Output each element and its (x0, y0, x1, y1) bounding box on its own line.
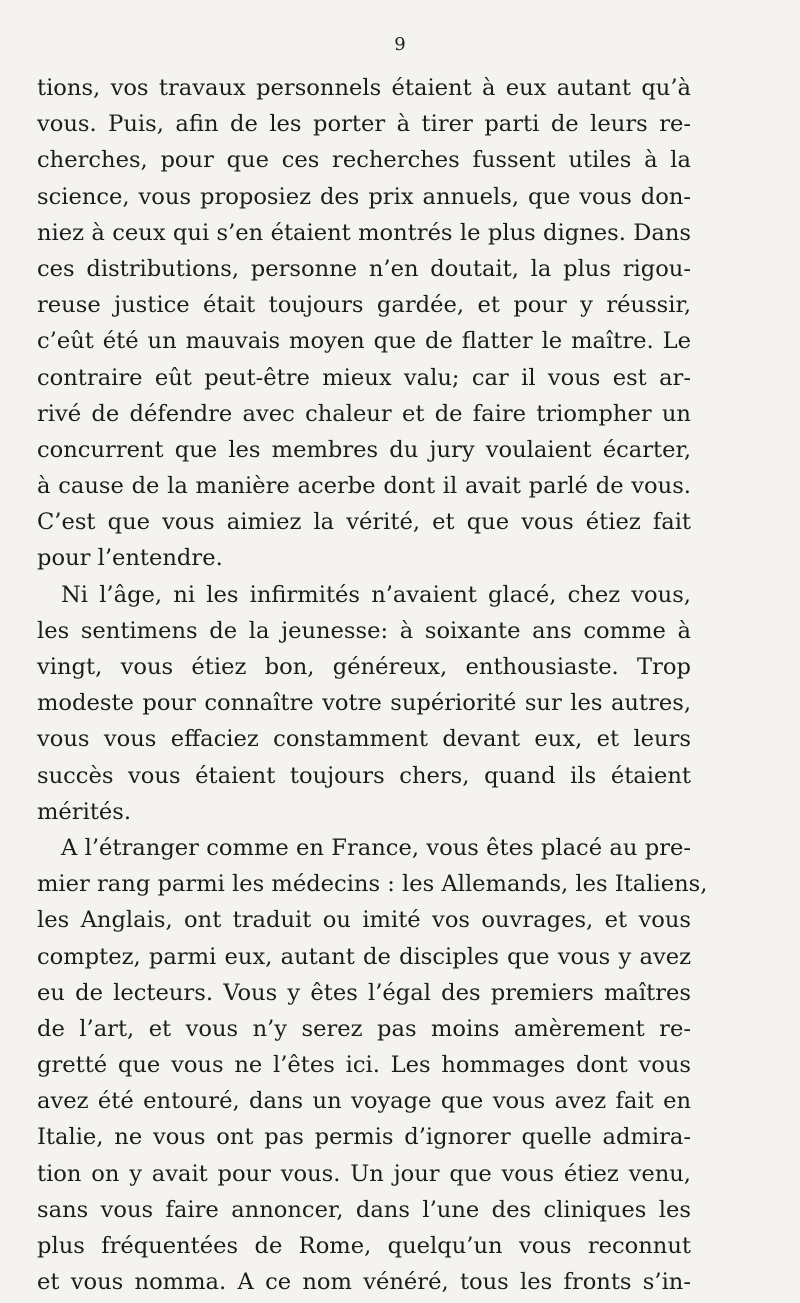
text-line: pour l’entendre. (37, 545, 223, 572)
text-line: reuse justice était toujours gardée, et pour y réussir, (37, 292, 691, 319)
text-line: concurrent que les membres du jury voulaient écarter, (37, 436, 691, 463)
text-line: vous vous effaciez constamment devant eux, et leurs (37, 726, 691, 753)
text-line: Italie, ne vous ont pas permis d’ignorer quelle admira- (37, 1124, 691, 1151)
text-line: succès vous étaient toujours chers, quand ils étaient (37, 762, 691, 789)
text-line: tions, vos travaux personnels étaient à eux autant qu’à (37, 75, 691, 101)
text-line: C’est que vous aimiez la vérité, et que vous étiez fait (37, 509, 691, 536)
text-line: Ni l’âge, ni les infirmités n’avaient glacé, chez vous, (61, 581, 691, 608)
page-number: 9 (394, 34, 406, 55)
text-line: tion on y avait pour vous. Un jour que vous étiez venu, (37, 1160, 691, 1187)
text-line: de l’art, et vous n’y serez pas moins amèrement re- (37, 1015, 691, 1042)
text-line: les sentimens de la jeunesse: à soixante ans comme à (37, 617, 691, 644)
text-line: contraire eût peut-être mieux valu; car il vous est ar- (37, 364, 691, 391)
text-line: niez à ceux qui s’en étaient montrés le plus dignes. Dans (37, 219, 691, 246)
text-line: c’eût été un mauvais moyen que de flatter le maître. Le (37, 328, 691, 355)
text-line: sans vous faire annoncer, dans l’une des cliniques les (37, 1196, 691, 1223)
text-line: ces distributions, personne n’en doutait, la plus rigou- (37, 255, 691, 282)
text-line: A l’étranger comme en France, vous êtes placé au pre- (61, 834, 691, 861)
text-line: eu de lecteurs. Vous y êtes l’égal des premiers maîtres (37, 979, 691, 1006)
text-line: vous. Puis, afin de les porter à tirer parti de leurs re- (37, 111, 691, 138)
text-line: mérités. (37, 798, 132, 825)
text-line: rivé de défendre avec chaleur et de faire triompher un (37, 400, 691, 427)
text-line: avez été entouré, dans un voyage que vous avez fait en (37, 1088, 691, 1115)
text-line: science, vous proposiez des prix annuels, que vous don- (37, 183, 691, 210)
text-line: à cause de la manière acerbe dont il avait parlé de vous. (37, 473, 691, 500)
text-line: les Anglais, ont traduit ou imité vos ouvrages, et vous (37, 907, 691, 934)
body-text (37, 70, 708, 1300)
text-line: plus fréquentées de Rome, quelqu’un vous reconnut (37, 1233, 691, 1259)
text-line: et vous nomma. A ce nom vénéré, tous les fronts s’in- (37, 1269, 691, 1296)
text-line: gretté que vous ne l’êtes ici. Les hommages dont vous (37, 1052, 691, 1079)
text-line: vingt, vous étiez bon, généreux, enthousiaste. Trop (37, 654, 691, 680)
text-line: modeste pour connaître votre supériorité sur les autres, (37, 690, 691, 717)
text-line: mier rang parmi les médecins : les Allemands, les Italiens, (37, 871, 708, 898)
text-line: cherches, pour que ces recherches fussent utiles à la (37, 147, 691, 174)
text-line: comptez, parmi eux, autant de disciples que vous y avez (37, 943, 691, 970)
